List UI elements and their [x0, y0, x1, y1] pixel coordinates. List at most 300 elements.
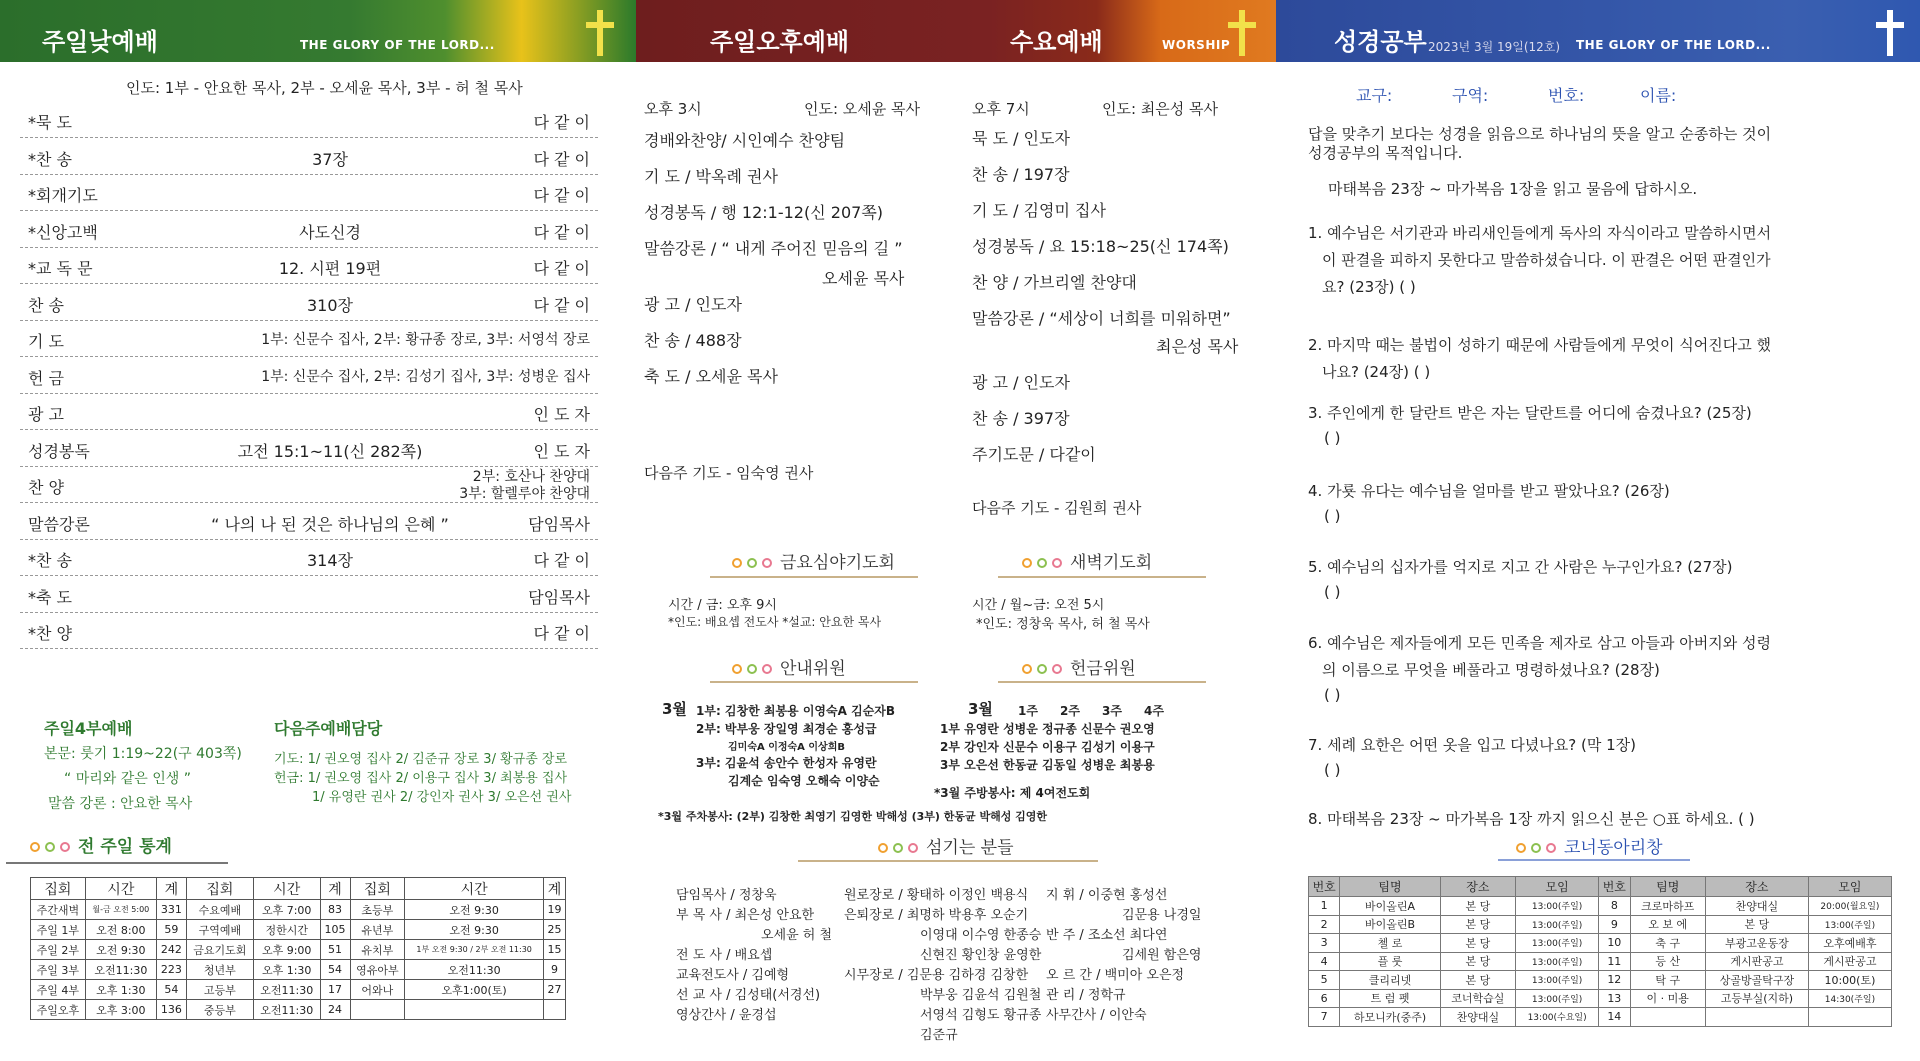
header-subtitle: THE GLORY OF THE LORD...	[300, 38, 495, 52]
club-row	[1309, 897, 1892, 916]
club-cell: 트 럼 펫	[1340, 989, 1440, 1008]
staff-underline	[798, 860, 1098, 862]
offering-row-1: 1부 유영란 성병운 정규종 신문수 권오영	[940, 722, 1155, 736]
question-line: ( )	[1324, 583, 1341, 601]
club-cell: 클리리넷	[1340, 971, 1440, 990]
ushers-month: 3월	[662, 700, 687, 718]
club-row	[1309, 1008, 1892, 1027]
wednesday-order-item: 주기도문 / 다같이	[972, 445, 1096, 464]
staff-entry: 박부웅 김윤석 김원철	[920, 988, 1042, 1003]
staff-entry: 지 휘 / 이중현 홍성선	[1046, 888, 1168, 903]
staff-entry: 김문용 나경일	[1122, 908, 1202, 923]
club-cell: 9	[1599, 915, 1630, 934]
club-cell: 13	[1599, 989, 1630, 1008]
worship-order-row	[20, 102, 598, 138]
order-item-content: 314장	[307, 551, 353, 570]
question-line: ( )	[1324, 686, 1341, 704]
stats-cell: 오전 9:30	[405, 900, 544, 920]
club-cell: 본 당	[1440, 915, 1515, 934]
club-header: 번호	[1309, 877, 1340, 897]
club-header: 모임	[1516, 877, 1599, 897]
worship-order-row	[20, 285, 598, 321]
order-item-label: *찬 송	[28, 149, 72, 169]
offering-week-2: 2주	[1060, 704, 1080, 718]
next-week-title: 다음주예배담당	[274, 719, 383, 738]
field-number: 번호:	[1548, 86, 1585, 105]
order-item-content: “ 나의 나 된 것은 하나님의 은혜 ”	[211, 514, 449, 534]
wednesday-order-item: 말씀강론 / “세상이 너희를 미워하면”	[972, 309, 1231, 328]
friday-leader: *인도: 배요셉 전도사 *설교: 안요한 목사	[668, 615, 882, 629]
question-line: ( )	[1324, 507, 1341, 525]
club-cell: 찬양대실	[1705, 897, 1808, 916]
next-week-prayer: 기도: 1/ 권오영 집사 2/ 김준규 장로 3/ 황규종 장로	[274, 752, 568, 767]
worship-order-row	[20, 613, 598, 649]
offering-week-3: 3주	[1102, 704, 1122, 718]
stats-row	[31, 900, 566, 920]
stats-cell: 51	[320, 940, 350, 960]
staff-entry: 김준규	[920, 1028, 958, 1043]
question-line: 나요? (24장) ( )	[1322, 363, 1431, 381]
stats-cell: 136	[156, 1000, 186, 1020]
club-cell	[1630, 1008, 1705, 1027]
staff-entry: 김세원 함은영	[1122, 948, 1202, 963]
club-cell	[1808, 1008, 1891, 1027]
club-cell: 10	[1599, 934, 1630, 953]
ushers-row-1: 1부: 김창한 최봉용 이영숙A 김순자B	[696, 704, 895, 718]
stats-cell: 중등부	[186, 1000, 253, 1020]
club-header: 팀명	[1630, 877, 1705, 897]
club-cell: 본 당	[1440, 952, 1515, 971]
wednesday-time: 오후 7시	[972, 100, 1030, 118]
afternoon-order-item: 축 도 / 오세윤 목사	[644, 367, 778, 386]
club-cell: 등 산	[1630, 952, 1705, 971]
stats-cell: 223	[156, 960, 186, 980]
ushers-row-4: 3부: 김윤석 송안수 한성자 유영란	[696, 756, 877, 770]
club-header: 번호	[1599, 877, 1630, 897]
order-item-label: 찬 양	[28, 478, 64, 497]
stats-cell: 주간새벽	[31, 900, 86, 920]
club-cell: 본 당	[1440, 934, 1515, 953]
stats-cell: 오전 8:00	[85, 920, 156, 940]
wednesday-next-prayer: 다음주 기도 - 김원희 권사	[972, 499, 1142, 517]
club-cell: 하모니카(중주)	[1340, 1008, 1440, 1027]
ushers-row-5: 김계순 임숙영 오해숙 이양순	[728, 774, 880, 788]
worship-order-row	[20, 212, 598, 248]
stats-cell: 105	[320, 920, 350, 940]
staff-entry: 이영대 이수영 한종승	[920, 928, 1042, 943]
stats-cell: 오후 3:00	[85, 1000, 156, 1020]
club-cell: 13:00(주일)	[1516, 897, 1599, 916]
order-item-content: 고전 15:1~11(신 282쪽)	[237, 441, 423, 461]
stats-cell: 17	[320, 980, 350, 1000]
club-cell: 탁 구	[1630, 971, 1705, 990]
worship-order-row	[20, 504, 598, 540]
club-row	[1309, 952, 1892, 971]
stats-cell: 83	[320, 900, 350, 920]
kitchen-service: *3월 주방봉사: 제 4여전도회	[934, 786, 1091, 800]
club-cell: 14:30(주일)	[1808, 989, 1891, 1008]
stats-cell: 오전 9:30	[85, 940, 156, 960]
stats-cell: 오전 9:30	[405, 920, 544, 940]
club-cell: 오 보 에	[1630, 915, 1705, 934]
club-cell: 6	[1309, 989, 1340, 1008]
order-item-leader: 2부: 호산나 찬양대 3부: 할렐루야 찬양대	[459, 469, 590, 502]
leaders-line: 인도: 1부 - 안요한 목사, 2부 - 오세윤 목사, 3부 - 허 철 목사	[126, 79, 523, 97]
afternoon-order-item: 광 고 / 인도자	[644, 295, 742, 314]
afternoon-next-prayer: 다음주 기도 - 임숙영 권사	[644, 464, 814, 482]
stats-row	[31, 980, 566, 1000]
stats-cell: 수요예배	[186, 900, 253, 920]
staff-entry: 부 목 사 / 최은성 안요한	[676, 908, 815, 923]
order-item-leader: 인 도 자	[533, 405, 590, 424]
club-cell: 바이올린B	[1340, 915, 1440, 934]
corner-underline	[1498, 859, 1690, 861]
stats-cell: 오후 7:00	[253, 900, 320, 920]
club-cell	[1705, 1008, 1808, 1027]
staff-title: 섬기는 분들	[878, 833, 1014, 858]
worship-order-row	[20, 540, 598, 576]
stats-cell: 오후 1:30	[253, 960, 320, 980]
worship-order-row	[20, 431, 598, 467]
order-item-label: *축 도	[28, 587, 72, 607]
stats-header: 시간	[405, 878, 544, 900]
dawn-leader: *인도: 정창욱 목사, 허 철 목사	[976, 617, 1150, 632]
order-item-leader: 인 도 자	[533, 441, 590, 461]
friday-title: 금요심야기도회	[732, 548, 895, 573]
stats-cell: 24	[320, 1000, 350, 1020]
ushers-row-2: 2부: 박부웅 장일영 최경순 홍성급	[696, 722, 877, 736]
club-cell: 13:00(주일)	[1516, 952, 1599, 971]
stats-cell: 주일 3부	[31, 960, 86, 980]
parking-service: *3월 주차봉사: (2부) 김창한 최영기 김영한 박해성 (3부) 한동균 박해성 김영한	[658, 810, 1048, 823]
order-item-label: 말씀강론	[28, 514, 90, 534]
order-item-leader: 1부: 신문수 집사, 2부: 김성기 집사, 3부: 성병운 집사	[261, 368, 590, 385]
stats-header: 집회	[186, 878, 253, 900]
stats-cell: 초등부	[350, 900, 405, 920]
staff-entry: 시무장로 / 김문용 김하경 김창한	[844, 968, 1029, 983]
offering-committee-underline	[998, 681, 1206, 683]
afternoon-header	[636, 0, 1276, 62]
club-table	[1308, 876, 1892, 1027]
club-cell: 3	[1309, 934, 1340, 953]
staff-entry: 관 리 / 정학규	[1046, 988, 1126, 1003]
club-cell: 20:00(월요일)	[1808, 897, 1891, 916]
staff-entry: 원로장로 / 황태하 이정인 백용식	[844, 888, 1029, 903]
club-cell: 1	[1309, 897, 1340, 916]
wednesday-order-item: 찬 양 / 가브리엘 찬양대	[972, 273, 1137, 292]
club-cell: 13:00(주일)	[1516, 915, 1599, 934]
club-header: 장소	[1440, 877, 1515, 897]
club-cell: 13:00(주일)	[1516, 989, 1599, 1008]
stats-cell: 주일 4부	[31, 980, 86, 1000]
club-cell: 이 · 미용	[1630, 989, 1705, 1008]
club-cell: 상골방골탁구장	[1705, 971, 1808, 990]
question-line: 요? (23장) ( )	[1322, 278, 1416, 296]
club-cell: 13:00(주일)	[1516, 934, 1599, 953]
order-item-leader: 다 같 이	[533, 624, 590, 643]
wednesday-title: 수요예배	[1010, 28, 1103, 56]
question-line: 8. 마태복음 23장 ~ 마가복음 1장 까지 읽으신 분은 ○표 하세요. ( )	[1308, 810, 1755, 828]
stats-cell: 주일 1부	[31, 920, 86, 940]
club-cell: 14	[1599, 1008, 1630, 1027]
field-district: 교구:	[1356, 86, 1393, 105]
dots-icon	[1022, 557, 1064, 569]
club-cell: 본 당	[1705, 915, 1808, 934]
club-cell: 12	[1599, 971, 1630, 990]
order-item-content: 310장	[307, 295, 353, 315]
order-item-leader: 다 같 이	[533, 186, 590, 205]
stats-header: 시간	[253, 878, 320, 900]
question-line: 6. 예수님은 제자들에게 모든 민족을 제자로 삼고 아들과 아버지와 성령	[1308, 634, 1771, 652]
stats-row	[31, 1000, 566, 1020]
offering-row-2: 2부 강인자 신문수 이용구 김성기 이용구	[940, 740, 1155, 754]
ushers-title: 안내위원	[732, 654, 846, 679]
order-item-leader: 1부: 신문수 집사, 2부: 황규종 장로, 3부: 서영석 장로	[261, 332, 590, 348]
next-week-offering: 헌금: 1/ 권오영 집사 2/ 이용구 집사 3/ 최봉용 집사	[274, 771, 568, 786]
club-cell: 4	[1309, 952, 1340, 971]
stats-header: 집회	[31, 878, 86, 900]
next-week-offering-2: 1/ 유영란 권사 2/ 강인자 권사 3/ 오은선 권사	[312, 790, 572, 805]
order-item-content: 37장	[312, 149, 348, 169]
afternoon-panel	[636, 0, 1276, 1061]
offering-row-3: 3부 오은선 한동균 김동일 성병운 최봉용	[940, 758, 1155, 772]
worship-order-row	[20, 358, 598, 394]
staff-entry: 담임목사 / 정창욱	[676, 888, 777, 903]
stats-header: 집회	[350, 878, 405, 900]
club-cell: 찬양대실	[1440, 1008, 1515, 1027]
order-item-label: 광 고	[28, 405, 64, 424]
dots-icon	[1022, 663, 1064, 675]
stats-row	[31, 940, 566, 960]
staff-entry: 은퇴장로 / 최명하 박용후 오순기	[844, 908, 1029, 923]
staff-entry: 전 도 사 / 배요셉	[676, 948, 773, 963]
club-row	[1309, 934, 1892, 953]
stats-row	[31, 920, 566, 940]
question-line: ( )	[1324, 429, 1341, 447]
afternoon-order-item: 찬 송 / 488장	[644, 331, 742, 350]
sunday-morning-header	[0, 0, 636, 62]
stats-cell: 54	[320, 960, 350, 980]
question-line: 2. 마지막 때는 불법이 성하기 때문에 사람들에게 무엇이 식어진다고 했	[1308, 336, 1771, 354]
stats-cell: 주일오후	[31, 1000, 86, 1020]
stats-cell: 주일 2부	[31, 940, 86, 960]
staff-entry: 교육전도사 / 김예형	[676, 968, 790, 983]
worship-order-row	[20, 394, 598, 430]
club-header: 모임	[1808, 877, 1891, 897]
club-cell: 게시판공고	[1808, 952, 1891, 971]
order-item-label: 헌 금	[28, 368, 64, 388]
stats-cell: 유치부	[350, 940, 405, 960]
order-item-label: 찬 송	[28, 295, 64, 315]
cross-icon	[1876, 10, 1904, 56]
staff-entry: 오 르 간 / 백미아 오은정	[1046, 968, 1185, 983]
stats-cell: 구역예배	[186, 920, 253, 940]
stats-header: 계	[156, 878, 186, 900]
club-cell: 본 당	[1440, 897, 1515, 916]
bible-study-header	[1276, 0, 1920, 62]
wednesday-order-item: 묵 도 / 인도자	[972, 129, 1070, 148]
club-cell: 5	[1309, 971, 1340, 990]
question-line: 4. 가룟 유다는 예수님을 얼마를 받고 팔았나요? (26장)	[1308, 482, 1670, 500]
stats-cell: 어와나	[350, 980, 405, 1000]
order-item-label: *묵 도	[28, 113, 72, 132]
afternoon-order-item: 기 도 / 박옥례 권사	[644, 167, 778, 186]
dots-icon	[732, 663, 774, 675]
staff-entry: 신현진 황인창 윤영한	[920, 948, 1042, 963]
worship-order-row	[20, 139, 598, 175]
order-item-leader: 다 같 이	[533, 259, 590, 278]
ushers-row-3: 김미숙A 이정숙A 이상희B	[728, 742, 846, 753]
order-item-leader: 다 같 이	[533, 295, 590, 315]
stats-cell: 오전11:30	[85, 960, 156, 980]
club-cell: 플 룻	[1340, 952, 1440, 971]
club-header: 장소	[1705, 877, 1808, 897]
afternoon-order-item: 성경봉독 / 행 12:1-12(신 207쪽)	[644, 203, 884, 222]
stats-cell: 1부 오전 9:30 / 2부 오전 11:30	[405, 940, 544, 960]
order-item-label: 성경봉독	[28, 441, 90, 461]
order-item-leader: 담임목사	[528, 514, 590, 534]
worship-order-row	[20, 248, 598, 284]
order-item-leader: 다 같 이	[533, 113, 590, 132]
order-item-label: *신앙고백	[28, 222, 98, 242]
stats-title-underline	[6, 862, 228, 864]
club-cell: 10:00(토)	[1808, 971, 1891, 990]
question-line: 이 판결을 피하지 못한다고 말씀하셨습니다. 이 판결은 어떤 판결인가	[1322, 251, 1771, 269]
worship-order-row	[20, 321, 598, 357]
intro-line-2: 성경공부의 목적입니다.	[1308, 144, 1463, 162]
club-cell: 오후예배후	[1808, 934, 1891, 953]
fourth-service-title: 주일4부예배	[44, 719, 133, 738]
afternoon-order-item: 오세윤 목사	[822, 269, 905, 288]
stats-cell	[544, 1000, 566, 1020]
question-line: 1. 예수님은 서기관과 바리새인들에게 독사의 자식이라고 말씀하시면서	[1308, 224, 1772, 242]
order-item-label: *찬 송	[28, 551, 72, 570]
stats-cell: 오전11:30	[405, 960, 544, 980]
cross-icon	[1228, 10, 1256, 56]
afternoon-order-item: 말씀강론 / “ 내게 주어진 믿음의 길 ”	[644, 239, 903, 258]
staff-entry: 반 주 / 조소선 최다연	[1046, 928, 1168, 943]
worship-subtitle: WORSHIP	[1162, 38, 1231, 52]
stats-cell: 청년부	[186, 960, 253, 980]
order-item-leader: 다 같 이	[533, 149, 590, 169]
wednesday-order-item: 최은성 목사	[1156, 337, 1239, 356]
dawn-time: 시간 / 월~금: 오전 5시	[972, 598, 1105, 613]
club-row	[1309, 915, 1892, 934]
wednesday-order-item: 성경봉독 / 요 15:18~25(신 174쪽)	[972, 237, 1229, 256]
club-cell: 고등부실(지하)	[1705, 989, 1808, 1008]
dots-icon	[1516, 842, 1558, 854]
stats-cell: 25	[544, 920, 566, 940]
stats-cell: 고등부	[186, 980, 253, 1000]
offering-committee-title: 헌금위원	[1022, 654, 1136, 679]
dots-icon	[732, 557, 774, 569]
staff-entry: 사무간사 / 이안숙	[1046, 1008, 1147, 1023]
bible-study-title: 성경공부	[1334, 28, 1427, 56]
worship-order-row	[20, 577, 598, 613]
club-cell: 7	[1309, 1008, 1340, 1027]
stats-cell: 59	[156, 920, 186, 940]
stats-cell: 9	[544, 960, 566, 980]
club-cell: 바이올린A	[1340, 897, 1440, 916]
stats-table	[30, 877, 566, 1020]
question-line: 의 이름으로 무엇을 베풀라고 명령하셨나요? (28장)	[1322, 661, 1660, 679]
stats-cell: 331	[156, 900, 186, 920]
question-line: ( )	[1324, 761, 1341, 779]
club-cell: 부광고운동장	[1705, 934, 1808, 953]
field-zone: 구역:	[1452, 86, 1489, 105]
fourth-service-text: 본문: 룻기 1:19~22(구 403쪽)	[44, 746, 242, 762]
club-row	[1309, 989, 1892, 1008]
stats-cell: 월-금 오전 5:00	[85, 900, 156, 920]
sunday-morning-panel	[0, 0, 636, 1061]
offering-week-1: 1주	[1018, 704, 1038, 718]
offering-week-4: 4주	[1144, 704, 1164, 718]
dawn-underline	[998, 576, 1206, 578]
club-cell: 크로마하프	[1630, 897, 1705, 916]
club-cell: 8	[1599, 897, 1630, 916]
stats-title: 전 주일 통계	[30, 832, 172, 857]
afternoon-title: 주일오후예배	[710, 28, 850, 56]
stats-cell: 영유아부	[350, 960, 405, 980]
order-item-leader: 담임목사	[528, 587, 590, 607]
staff-entry: 선 교 사 / 김성태(서경선)	[676, 988, 821, 1003]
staff-entry: 오세윤 허 철	[761, 928, 833, 943]
club-cell: 게시판공고	[1705, 952, 1808, 971]
order-item-leader: 다 같 이	[533, 551, 590, 570]
order-item-content: 12. 시편 19편	[278, 259, 382, 278]
stats-header: 계	[320, 878, 350, 900]
club-cell: 코너학습실	[1440, 989, 1515, 1008]
staff-entry: 영상간사 / 윤경섭	[676, 1008, 777, 1023]
wednesday-order-item: 기 도 / 김영미 집사	[972, 201, 1106, 220]
club-cell: 본 당	[1440, 971, 1515, 990]
afternoon-time: 오후 3시	[644, 100, 702, 118]
afternoon-leader: 인도: 오세윤 목사	[804, 100, 921, 118]
stats-cell: 유년부	[350, 920, 405, 940]
ushers-underline	[710, 681, 918, 683]
stats-cell: 오후 9:00	[253, 940, 320, 960]
instruction: 마태복음 23장 ~ 마가복음 1장을 읽고 물음에 답하시오.	[1328, 180, 1698, 198]
stats-row	[31, 960, 566, 980]
order-item-content: 사도신경	[299, 222, 361, 242]
friday-time: 시간 / 금: 오후 9시	[668, 598, 777, 613]
offering-month: 3월	[968, 700, 993, 718]
bible-study-subtitle: THE GLORY OF THE LORD...	[1576, 38, 1771, 52]
order-item-label: *회개기도	[28, 186, 98, 205]
intro-line-1: 답을 맞추기 보다는 성경을 읽음으로 하나님의 뜻을 알고 순종하는 것이	[1308, 125, 1772, 143]
bible-study-panel	[1276, 0, 1920, 1061]
stats-cell: 19	[544, 900, 566, 920]
stats-cell: 금요기도회	[186, 940, 253, 960]
club-cell: 축 구	[1630, 934, 1705, 953]
stats-cell: 정한시간	[253, 920, 320, 940]
stats-cell: 오전11:30	[253, 1000, 320, 1020]
dots-icon	[30, 841, 72, 853]
club-row	[1309, 971, 1892, 990]
stats-cell: 오전11:30	[253, 980, 320, 1000]
dots-icon	[878, 842, 920, 854]
question-line: 5. 예수님의 십자가를 억지로 지고 간 사람은 누구인가요? (27장)	[1308, 558, 1733, 576]
worship-order-row	[20, 175, 598, 211]
field-name: 이름:	[1640, 86, 1677, 105]
club-cell: 첼 로	[1340, 934, 1440, 953]
wednesday-order-item: 광 고 / 인도자	[972, 373, 1070, 392]
question-line: 3. 주인에게 한 달란트 받은 자는 달란트를 어디에 숨겼나요? (25장)	[1308, 404, 1752, 422]
club-cell: 2	[1309, 915, 1340, 934]
bulletin-date: 2023년 3월 19일(12호)	[1428, 40, 1561, 54]
worship-order-row	[20, 467, 598, 503]
stats-cell	[350, 1000, 405, 1020]
